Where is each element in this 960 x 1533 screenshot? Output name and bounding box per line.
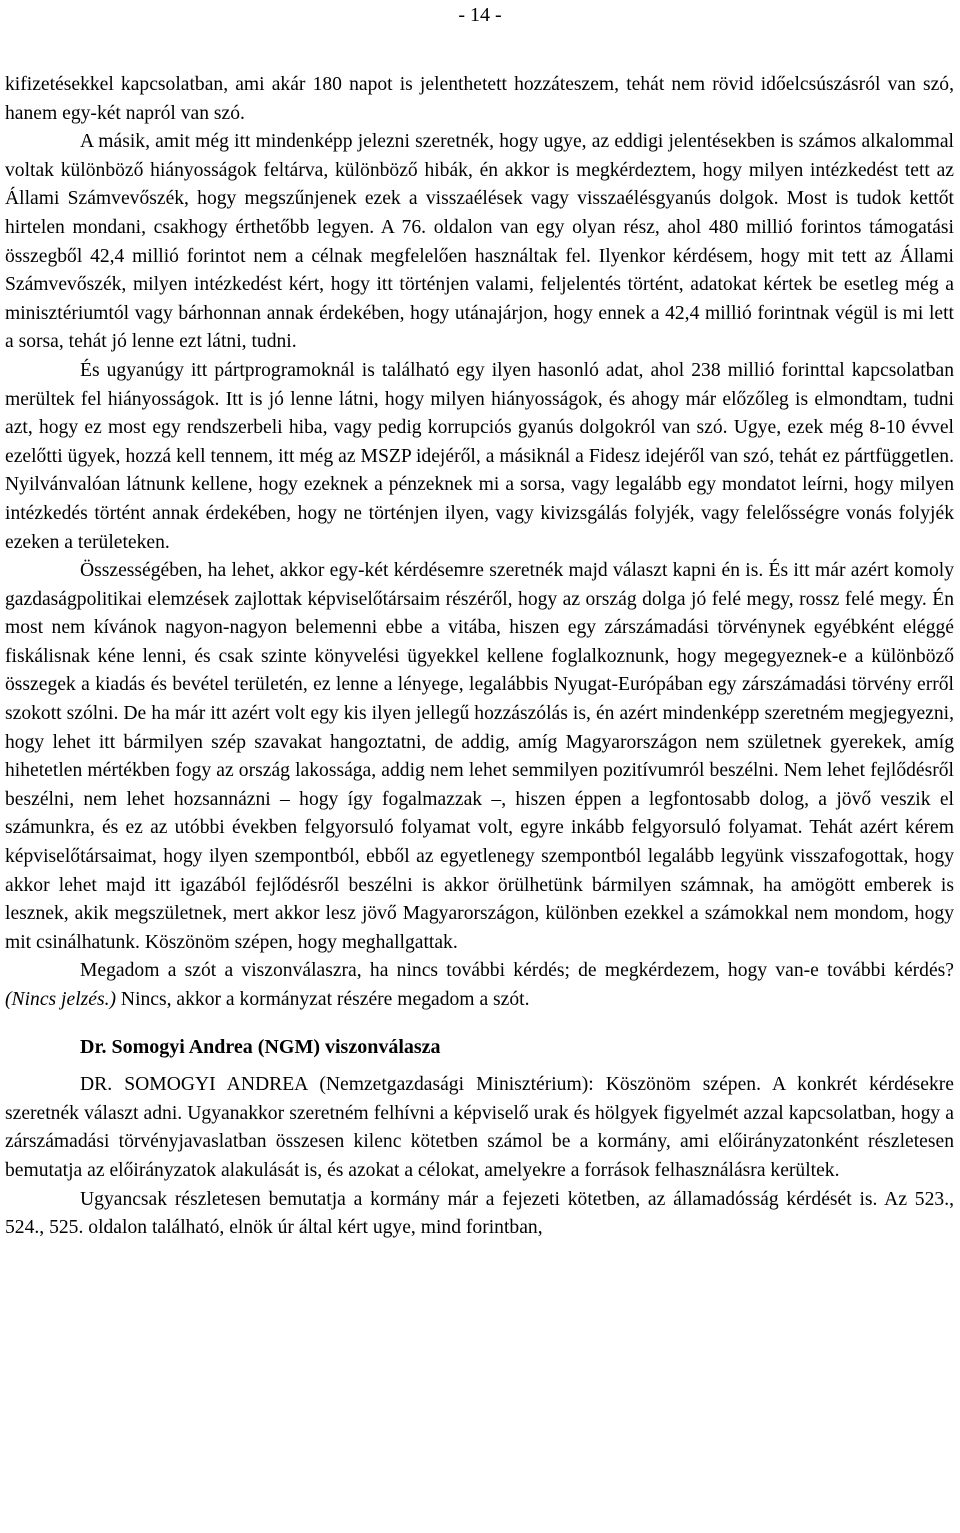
paragraph-5-text-end: Nincs, akkor a kormányzat részére megadom a szót. bbox=[116, 989, 530, 1010]
paragraph-6: DR. SOMOGYI ANDREA (Nemzetgazdasági Minisztérium): Köszönöm szépen. A konkrét kérdésekre szeretnék választ adni. Ugyanakkor szeretném felhívni a képviselő urak és hölgyek figyelmét azzal kapcsolatban, hogy a zárszámadási törvényjavaslatban összesen kilenc kötetben számol be a kormány, ami előirányzatonként részletesen bemutatja az előirányzatok alakulását is, és azokat a célokat, amelyekre a források felhasználásra kerültek. bbox=[5, 1074, 954, 1181]
paragraph-2: A másik, amit még itt mindenképp jelezni szeretnék, hogy ugye, az eddigi jelentésekben is számos alkalommal voltak különböző hiányosságok feltárva, különböző hibák, én akkor is megkérdeztem, hogy milyen intézkedést tett az Állami Számvevőszék, hogy megszűnjenek ezek a visszaélések vagy visszaélésgyanús dolgok. Most is tudok kettőt hirtelen mondani, csakhogy érthetőbb legyen. A 76. oldalon van egy olyan rész, ahol 480 millió forintos támogatási összegből 42,4 millió forintot nem a célnak megfelelően használtak fel. Ilyenkor kérdésem, hogy mit tett az Állami Számvevőszék, milyen intézkedést kért, hogy itt történjen valami, feljelentés történt, adatokat kértek be esetleg még a minisztériumtól vagy bárhonnan annak érdekében, hogy utánajárjon, hogy ennek a 42,4 millió forintnak végül is mi lett a sorsa, tehát jó lenne ezt látni, tudni. bbox=[5, 131, 954, 353]
spacer bbox=[5, 1015, 954, 1033]
page-number: - 14 - bbox=[458, 4, 502, 26]
paragraph-1: kifizetésekkel kapcsolatban, ami akár 180 napot is jelenthetett hozzáteszem, tehát nem rövid időelcsúszásról van szó, hanem egy-két napról van szó. bbox=[5, 74, 954, 124]
paragraph-5-text-start: Megadom a szót a viszonválaszra, ha nincs további kérdés; de megkérdezem, hogy van-e további kérdés? bbox=[80, 960, 954, 982]
paragraph-5-italic-note: (Nincs jelzés.) bbox=[5, 989, 117, 1010]
paragraph-3: És ugyanúgy itt pártprogramoknál is található egy ilyen hasonló adat, ahol 238 millió forinttal kapcsolatban merültek fel hiányosságok. Itt is jó lenne látni, hogy milyen hiányosságok, és ahogy már előzőleg is elmondtam, tudni azt, hogy ez most egy rendszerbeli hiba, vagy pedig korrupciós gyanús dolgokról van szó. Ugye, ezek még 8-10 évvel ezelőtti ügyek, hozzá kell tennem, itt még az MSZP idejéről, a másiknál a Fidesz idejéről van szó, tehát ez pártfüggetlen. Nyilvánvalóan látnunk kellene, hogy ezeknek a pénzeknek mi a sorsa, vagy legalább egy mondatot leírni, hogy milyen intézkedés történt annak érdekében, hogy ne történjen ilyen, vagy kivizsgálás folyjék, vagy felelősségre vonás folyjék ezeken a területeken. bbox=[5, 359, 954, 553]
section-heading: Dr. Somogyi Andrea (NGM) viszonválasza bbox=[80, 1035, 441, 1058]
paragraph-7: Ugyancsak részletesen bemutatja a kormány már a fejezeti kötetben, az államadósság kérdését is. Az 523., 524., 525. oldalon található, elnök úr által kért ugye, mind forintban, bbox=[5, 1188, 954, 1239]
spacer bbox=[5, 1061, 954, 1071]
paragraph-4: Összességében, ha lehet, akkor egy-két kérdésemre szeretnék majd választ kapni én is. És itt már azért komoly gazdaságpolitikai elemzések zajlottak képviselőtársaim részéről, hogy az ország dolga jó felé megy, rossz felé megy. Én most nem kívánok nagyon-nagyon belemenni ebbe a vitába, hiszen egy zárszámadási törvénynek egyébként eléggé fiskálisnak kéne lenni, és csak szinte könyvelési ügyekkel kellene foglalkoznunk, hogy megegyeznek-e a különböző összegek a kiadás és bevétel területén, ez lenne a lényege, legalábbis Nyugat-Európában egy zárszámadási törvény erről szokott szólni. De ha már itt azért volt egy kis ilyen jellegű hozzászólás is, én azért mindenképp szeretném megjegyezni, hogy lehet itt bármilyen szép szavakat hangoztatni, de addig, amíg Magyarországon nem születnek gyerekek, amíg hihetetlen mértékben fogy az ország lakossága, addig nem lehet semmilyen pozitívumról beszélni. Nem lehet fejlődésről beszélni, nem lehet hozsannázni – hogy így fogalmazzak –, hiszen éppen a legfontosabb dolog, a jövő veszik el számunkra, és ez az utóbbi években felgyorsuló folyamat volt, egyre inkább felgyorsuló folyamat. Tehát azért kérem képviselőtársaimat, hogy ilyen szempontból, ebből az egyetlenegy szempontból legalább legyünk visszafogottak, hogy akkor lehet majd itt igazából fejlődésről beszélni is akkor örülhetünk bármilyen számnak, ha amögött emberek is lesznek, akik megszületnek, mert akkor lesz jövő Magyarországon, különben ezekkel a számokkal nem mondom, hogy mit csinálhatunk. Köszönöm szépen, hogy meghallgattak. bbox=[5, 560, 954, 953]
paragraph-5 bbox=[5, 957, 954, 1014]
document-body bbox=[5, 71, 954, 1243]
